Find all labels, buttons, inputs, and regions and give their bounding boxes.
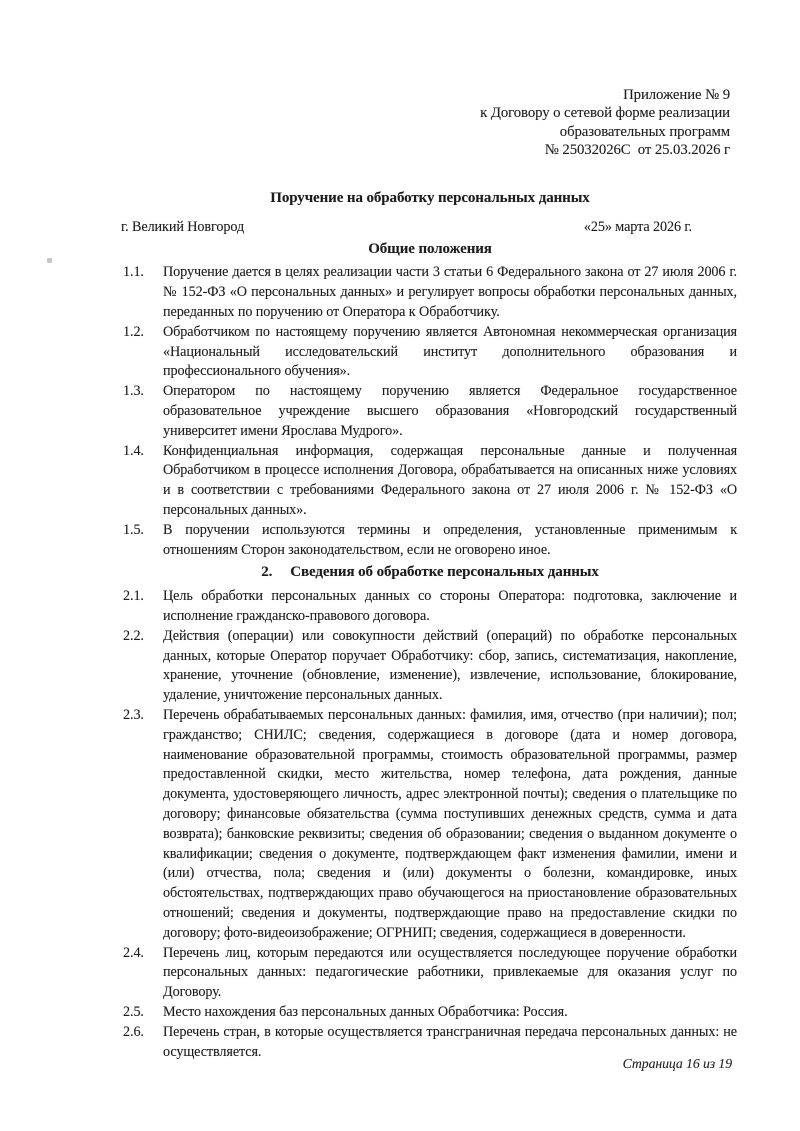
item-number: 1.2. [123,323,144,340]
page-number-label: Страница 16 из 19 [622,1056,732,1071]
item-number: 2.4. [123,944,144,961]
item-number: 2.6. [123,1023,144,1040]
list-item [123,442,737,521]
section-title: Общие положения [368,240,492,257]
section-processing-items [123,587,737,1062]
list-item [123,706,737,944]
section-number: 2. [261,564,273,581]
list-item [123,944,737,1003]
item-number: 1.4. [123,442,144,459]
list-item [123,263,737,322]
list-item [123,323,737,382]
section-heading-general [123,240,737,260]
list-item [123,627,737,706]
item-text: Место нахождения баз персональных данных Обработчика: Россия. [163,1003,568,1020]
item-number: 2.2. [123,627,144,644]
date-label: «25» марта 2026 г. [583,218,692,235]
item-number: 2.1. [123,588,144,605]
item-text: Действия (операции) или совокупности действий (операций) по обработке персональных данных, которые Оператор поручает Обработчику: сбор, запись, систематизация, накопление, хранение, уточнение (обновление, изменение), извлечение, использование, блокирование, удаление, уничтожение персональных данных. [163,627,737,704]
item-text: В поручении используются термины и определения, установленные применимым к отношениям Сторон законодательством, если не оговорено иное. [163,521,737,558]
item-text: Цель обработки персональных данных со стороны Оператора: подготовка, заключение и исполнение гражданско-правового договора. [163,588,737,624]
appendix-line: № 25032026С от 25.03.2026 г [544,142,730,159]
scan-artifact-speck [47,258,52,263]
item-number: 1.5. [123,521,144,538]
item-text: Перечень лиц, которым передаются или осуществляется последующее поручение обработки персональных данных: педагогические работники, привлекаемые для оказания услуг по Договору. [163,944,737,1001]
place-label: г. Великий Новгород [121,218,245,235]
item-text: Поручение дается в целях реализации части 3 статьи 6 Федерального закона от 27 июля 2006 г. № 152-ФЗ «О персональных данных» и регулирует вопросы обработки персональных данных, переданных по поручению от Оператора к Обработчику. [163,264,737,321]
item-text: Перечень обрабатываемых персональных данных: фамилия, имя, отчество (при наличии); пол; гражданство; СНИЛС; сведения, содержащиеся в договоре (дата и номер договора, наименование образовательной программы, стоимость образовательной программы, размер предоставленной скидки, место жительства, номер телефона, дата рождения, данные документа, удостоверяющего личность, адрес электронной почты); сведения о плательщике по договору; финансовые обязательства (сумма поступивших денежных средств, сумма и дата возврата); банковские реквизиты; сведения об образовании; сведения о выданном документе о квалификации; сведения о документе, подтверждающем факт изменения фамилии, имени и (или) отчества, пола; сведения и (или) документы о болезни, командировке, иных обстоятельствах, подтверждающих право обучающегося на приостановление образовательных отношений; сведения и документы, подтверждающие право на предоставление скидки по договору; фото-видеоизображение; ОГРНИП; сведения, содержащиеся в доверенности. [163,706,737,941]
appendix-line: образовательных программ [559,123,730,140]
section-heading-processing-info [123,563,737,583]
section-title: Сведения об обработке персональных данных [290,564,599,581]
item-number: 2.3. [123,706,144,723]
place-date-row [121,218,692,237]
item-text: Конфиденциальная информация, содержащая персональные данные и полученная Обработчиком в процессе исполнения Договора, обрабатывается на описанных ниже условиях и в соответствии с требованиями Федерального закона от 27 июля 2006 г. № 152-ФЗ «О персональных данных». [163,442,737,518]
list-item [123,382,737,441]
list-item [123,587,737,627]
appendix-line: к Договору о сетевой форме реализации [480,105,730,122]
list-item [123,1003,737,1023]
item-text: Оператором по настоящему поручению является Федеральное государственное образовательное учреждение высшего образования «Новгородский государственный университет имени Ярослава Мудрого». [163,383,737,439]
item-number: 2.5. [123,1003,144,1020]
item-number: 1.1. [123,264,144,281]
item-text: Обработчиком по настоящему поручению является Автономная некоммерческая организация «Национальный исследовательский институт дополнительного образования и профессионального обучения». [163,323,737,380]
item-number: 1.3. [123,383,144,400]
appendix-reference [0,86,730,160]
appendix-line: Приложение № 9 [623,87,730,103]
item-text: Перечень стран, в которые осуществляется трансграничная передача персональных данных: не осуществляется. [163,1023,737,1060]
section-general-items [123,263,737,560]
document-title: Поручение на обработку персональных данных [270,189,590,206]
list-item [123,521,737,561]
